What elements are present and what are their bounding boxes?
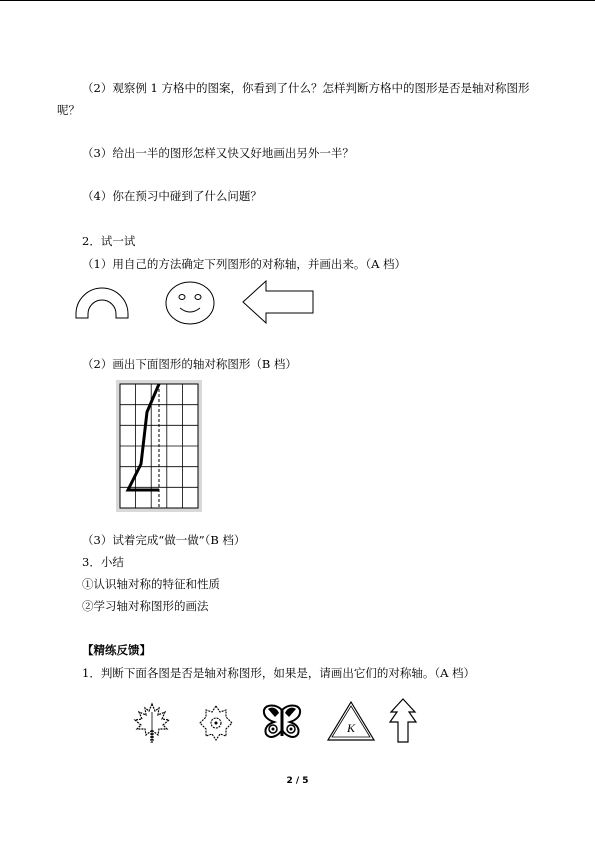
section-2-question-1: （1）用自己的方法确定下列图形的对称轴，并画出来。（A 档） xyxy=(82,257,407,271)
feedback-question-1: 1．判断下面各图是否是轴对称图形，如果是，请画出它们的对称轴。（A 档） xyxy=(82,666,476,680)
question-2-line2: 呢？ xyxy=(57,103,80,117)
summary-item-2: ②学习轴对称图形的画法 xyxy=(82,599,209,613)
arrow-figure xyxy=(242,280,316,326)
section-2-title: 2．试一试 xyxy=(82,234,136,248)
snowflake-figure xyxy=(198,704,234,742)
grid-half-figure xyxy=(116,380,202,512)
tree-figure xyxy=(388,698,418,744)
question-4: （4）你在预习中碰到了什么问题？ xyxy=(82,189,262,203)
feedback-title: 【精练反馈】 xyxy=(82,643,151,657)
page-number: 2 / 5 xyxy=(286,776,309,786)
question-3: （3）给出一半的图形怎样又快又好地画出另外一半？ xyxy=(82,146,354,160)
triangle-letter: K xyxy=(346,721,356,735)
header-rule xyxy=(0,0,595,1)
section-3-title: 3．小结 xyxy=(82,555,124,569)
section-2-question-2: （2）画出下面图形的轴对称图形（B 档） xyxy=(82,357,297,371)
arch-figure xyxy=(74,287,130,319)
butterfly-figure xyxy=(262,702,302,742)
triangle-k-figure xyxy=(326,700,376,742)
maple-leaf-figure xyxy=(132,702,172,744)
smiley-face-figure xyxy=(164,280,216,326)
section-2-question-3: （3）试着完成“做一做”（B 档） xyxy=(82,533,246,547)
summary-item-1: ①认识轴对称的特征和性质 xyxy=(82,577,220,591)
question-2-line1: （2）观察例 1 方格中的图案，你看到了什么？怎样判断方格中的图形是否是轴对称图形 xyxy=(82,81,530,95)
